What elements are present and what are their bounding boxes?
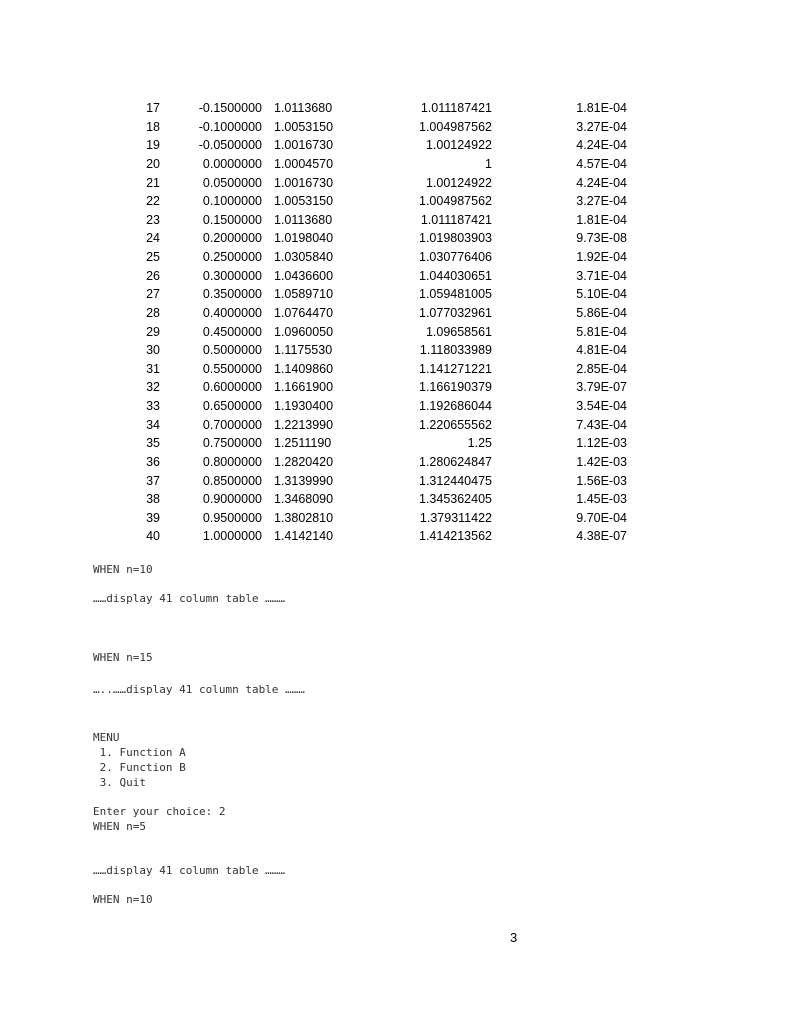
exact-value: 1.220655562 [419, 417, 492, 432]
error-value: 5.10E-04 [576, 287, 627, 302]
error-value: 1.81E-04 [576, 101, 627, 115]
approx-value: 1.0436600 [274, 268, 334, 283]
display-table-line-2: …..……display 41 column table ……… [93, 683, 305, 696]
row-index: 37 [146, 473, 160, 488]
exact-value: 1.030776406 [419, 250, 492, 264]
approx-value: 1.3802810 [274, 510, 334, 525]
table-row [0, 509, 791, 528]
exact-value: 1.011187421 [420, 101, 492, 115]
x-value: 0.6500000 [202, 399, 262, 413]
exact-value: 1.044030651 [419, 268, 492, 283]
when-n15-line: WHEN n=15 [93, 651, 153, 664]
row-index: 22 [146, 194, 160, 209]
error-value: 4.57E-04 [576, 156, 627, 171]
approx-value: 1.2511190 [274, 436, 332, 451]
error-value: 5.81E-04 [576, 324, 627, 339]
approx-value: 1.0198040 [274, 231, 334, 246]
approx-value: 1.0053150 [274, 119, 334, 134]
error-value: 9.70E-04 [576, 510, 627, 525]
menu-title: MENU [93, 731, 120, 744]
exact-value: 1.019803903 [419, 231, 492, 246]
row-index: 28 [146, 305, 160, 320]
approx-value: 1.2820420 [274, 454, 334, 469]
exact-value: 1.059481005 [419, 287, 492, 302]
exact-value: 1.118033989 [419, 343, 492, 358]
approx-value: 1.1175530 [274, 343, 333, 358]
x-value: 0.0000000 [202, 156, 262, 171]
row-index: 21 [146, 175, 160, 190]
results-table [0, 99, 791, 546]
table-row [0, 397, 791, 416]
row-index: 38 [146, 492, 160, 507]
approx-value: 1.0016730 [274, 138, 334, 153]
error-value: 7.43E-04 [576, 417, 627, 432]
error-value: 5.86E-04 [576, 305, 627, 320]
table-row [0, 527, 791, 546]
error-value: 4.24E-04 [576, 175, 627, 190]
exact-value: 1.379311422 [419, 510, 492, 525]
x-value: 0.0500000 [202, 175, 262, 190]
when-n10-line-2: WHEN n=10 [93, 893, 153, 906]
x-value: 0.7000000 [202, 417, 262, 432]
error-value: 3.79E-07 [576, 380, 627, 395]
display-table-line-3: ……display 41 column table ……… [93, 864, 286, 877]
approx-value: 1.0016730 [274, 175, 334, 190]
approx-value: 1.3139990 [274, 473, 334, 488]
x-value: 0.3500000 [202, 287, 262, 302]
row-index: 17 [146, 101, 160, 115]
error-value: 2.85E-04 [576, 361, 627, 376]
table-row [0, 192, 791, 211]
error-value: 1.42E-03 [576, 454, 627, 469]
row-index: 27 [146, 287, 160, 302]
approx-value: 1.0004570 [274, 156, 334, 171]
row-index: 35 [146, 436, 160, 451]
approx-value: 1.0589710 [274, 287, 334, 302]
row-index: 30 [146, 343, 160, 358]
table-row [0, 378, 791, 397]
x-value: 0.7500000 [202, 436, 262, 451]
error-value: 4.81E-04 [576, 343, 627, 358]
table-row [0, 248, 791, 267]
x-value: 0.1500000 [202, 212, 262, 227]
exact-value: 1.09658561 [425, 324, 492, 339]
row-index: 20 [146, 156, 160, 171]
approx-value: 1.1930400 [274, 399, 334, 413]
x-value: 0.9000000 [202, 492, 262, 507]
row-index: 18 [146, 119, 160, 134]
approx-value: 1.0113680 [274, 212, 333, 227]
approx-value: 1.1409860 [274, 361, 334, 376]
row-index: 24 [146, 231, 160, 246]
table-row [0, 341, 791, 360]
error-value: 3.27E-04 [576, 119, 627, 134]
approx-value: 1.3468090 [274, 492, 334, 507]
exact-value: 1.004987562 [419, 119, 492, 134]
exact-value: 1 [485, 156, 492, 171]
x-value: 0.4500000 [202, 324, 262, 339]
error-value: 1.12E-03 [576, 436, 627, 451]
row-index: 32 [146, 380, 160, 395]
row-index: 36 [146, 454, 160, 469]
table-row [0, 472, 791, 491]
table-row [0, 434, 791, 453]
row-index: 23 [146, 212, 160, 227]
x-value: 0.4000000 [202, 305, 262, 320]
x-value: 0.9500000 [202, 510, 262, 525]
x-value: 0.5000000 [202, 343, 262, 358]
row-index: 34 [146, 417, 160, 432]
exact-value: 1.00124922 [425, 138, 492, 153]
display-table-line-1: ……display 41 column table ……… [93, 592, 286, 605]
approx-value: 1.1661900 [274, 380, 334, 395]
table-row [0, 174, 791, 193]
exact-value: 1.011187421 [420, 212, 492, 227]
table-row [0, 453, 791, 472]
exact-value: 1.25 [467, 436, 492, 451]
approx-value: 1.0764470 [274, 305, 334, 320]
table-row [0, 211, 791, 230]
table-row [0, 229, 791, 248]
x-value: 0.8000000 [202, 454, 262, 469]
row-index: 26 [146, 268, 160, 283]
x-value: 0.5500000 [202, 361, 262, 376]
when-n10-line: WHEN n=10 [93, 563, 153, 576]
row-index: 39 [146, 510, 160, 525]
menu-item-function-a: 1. Function A [93, 746, 186, 759]
error-value: 1.45E-03 [576, 492, 627, 507]
approx-value: 1.4142140 [274, 529, 334, 544]
x-value: -0.0500000 [198, 138, 262, 153]
error-value: 9.73E-08 [576, 231, 627, 246]
error-value: 3.71E-04 [576, 268, 627, 283]
exact-value: 1.077032961 [419, 305, 492, 320]
x-value: 0.6000000 [202, 380, 262, 395]
x-value: 0.8500000 [202, 473, 262, 488]
approx-value: 1.0113680 [274, 101, 333, 115]
x-value: 0.2000000 [202, 231, 262, 246]
menu-item-quit: 3. Quit [93, 776, 146, 789]
approx-value: 1.0305840 [274, 250, 334, 264]
table-row [0, 360, 791, 379]
row-index: 31 [146, 361, 160, 376]
exact-value: 1.166190379 [419, 380, 492, 395]
table-row [0, 136, 791, 155]
row-index: 25 [146, 250, 160, 264]
exact-value: 1.312440475 [419, 473, 492, 488]
row-index: 19 [146, 138, 160, 153]
choice-prompt: Enter your choice: 2 [93, 805, 226, 818]
exact-value: 1.004987562 [419, 194, 492, 209]
x-value: 0.1000000 [202, 194, 262, 209]
table-row [0, 323, 791, 342]
x-value: -0.1500000 [198, 101, 262, 115]
x-value: 0.3000000 [202, 268, 262, 283]
table-row [0, 267, 791, 286]
error-value: 3.27E-04 [576, 194, 627, 209]
exact-value: 1.192686044 [419, 399, 492, 413]
table-row [0, 304, 791, 323]
table-row [0, 99, 791, 118]
approx-value: 1.0960050 [274, 324, 334, 339]
approx-value: 1.0053150 [274, 194, 334, 209]
x-value: -0.1000000 [198, 119, 262, 134]
table-row [0, 416, 791, 435]
approx-value: 1.2213990 [274, 417, 334, 432]
error-value: 4.38E-07 [576, 529, 627, 544]
page-number: 3 [510, 930, 518, 945]
x-value: 1.0000000 [202, 529, 262, 544]
table-row [0, 490, 791, 509]
row-index: 40 [146, 529, 160, 544]
table-row [0, 285, 791, 304]
exact-value: 1.345362405 [419, 492, 492, 507]
exact-value: 1.00124922 [425, 175, 492, 190]
exact-value: 1.141271221 [419, 361, 492, 376]
row-index: 33 [146, 399, 160, 413]
x-value: 0.2500000 [202, 250, 262, 264]
exact-value: 1.414213562 [419, 529, 492, 544]
row-index: 29 [146, 324, 160, 339]
when-n5-line: WHEN n=5 [93, 820, 146, 833]
error-value: 3.54E-04 [576, 399, 627, 413]
error-value: 1.81E-04 [576, 212, 627, 227]
error-value: 1.92E-04 [576, 250, 627, 264]
exact-value: 1.280624847 [419, 454, 492, 469]
table-row [0, 155, 791, 174]
table-row [0, 118, 791, 137]
error-value: 1.56E-03 [576, 473, 627, 488]
error-value: 4.24E-04 [576, 138, 627, 153]
menu-item-function-b: 2. Function B [93, 761, 186, 774]
